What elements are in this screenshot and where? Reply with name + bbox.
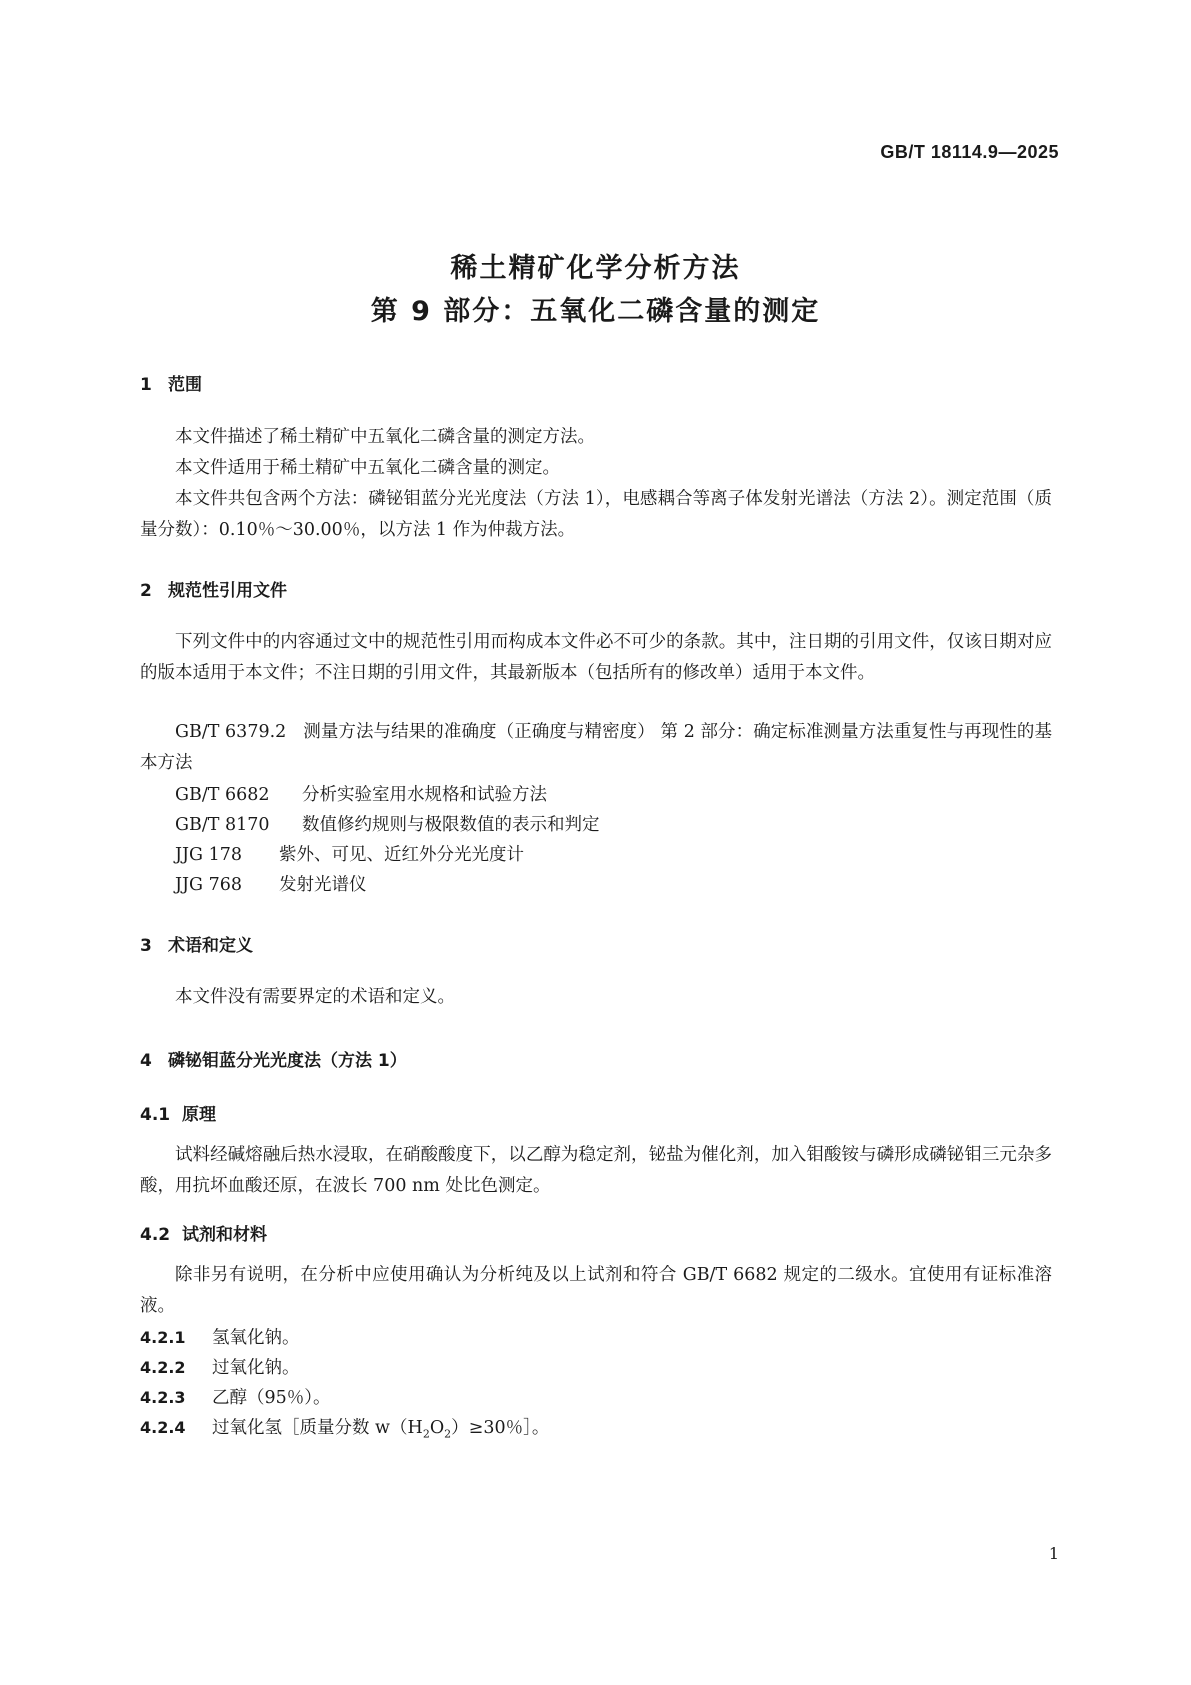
subsection-title: 试剂和材料 (182, 1225, 267, 1245)
reference-title: 测量方法与结果的准确度（正确度与精密度） 第 2 部分：确定标准测量方法重复性与再现性的基本方法 (140, 722, 1052, 773)
reference-item (175, 811, 600, 836)
clause-text: 过氧化氢［质量分数 $w(H_2O_2)\ge 30$％］。 (212, 1418, 550, 1441)
section-title: 磷铋钼蓝分光光度法（方法 1） (168, 1051, 407, 1071)
standard-code: GB/T 18114.9—2025 (880, 142, 1059, 162)
subsection-4-1-body (140, 1140, 1052, 1202)
section-4-heading (140, 1046, 407, 1071)
section-title: 规范性引用文件 (168, 581, 287, 601)
reference-code: GB/T 6379.2 (175, 722, 287, 742)
section-1-body (140, 422, 1052, 546)
subsection-number: 4.2 (140, 1225, 171, 1245)
clause-number: 4.2.1 (140, 1328, 186, 1347)
clause-text: 乙醇（95％）。 (212, 1388, 331, 1408)
reference-title: 紫外、可见、近红外分光光度计 (279, 845, 524, 865)
paragraph: 除非另有说明，在分析中应使用确认为分析纯及以上试剂和符合 GB/T 6682 规定的二级水。宜使用有证标准溶液。 (140, 1265, 1052, 1316)
clause-item (140, 1384, 331, 1409)
section-3-heading (140, 931, 253, 956)
reference-title: 发射光谱仪 (279, 875, 367, 895)
reference-item (175, 781, 547, 806)
section-number: 4 (140, 1051, 152, 1071)
section-2-heading (140, 576, 287, 601)
reference-code: JJG 768 (175, 875, 242, 895)
paragraph: 本文件没有需要界定的术语和定义。 (175, 987, 455, 1007)
subsection-number: 4.1 (140, 1105, 171, 1125)
section-title: 范围 (168, 375, 202, 395)
paragraph: 本文件适用于稀土精矿中五氧化二磷含量的测定。 (175, 458, 560, 478)
subsection-title: 原理 (182, 1105, 216, 1125)
clause-number: 4.2.4 (140, 1418, 186, 1437)
clause-text: 氢氧化钠。 (212, 1328, 300, 1348)
subsection-4-2-heading (140, 1220, 267, 1245)
paragraph: 本文件共包含两个方法：磷铋钼蓝分光光度法（方法 1），电感耦合等离子体发射光谱法（方法 2）。测定范围（质量分数）：0.10％～30.00％，以方法 1 作为仲裁方法。 (140, 489, 1052, 540)
section-title: 术语和定义 (168, 936, 253, 956)
page-number: 1 (1048, 1544, 1059, 1563)
paragraph: 下列文件中的内容通过文中的规范性引用而构成本文件必不可少的条款。其中，注日期的引用文件，仅该日期对应的版本适用于本文件；不注日期的引用文件，其最新版本（包括所有的修改单）适用于本文件。 (140, 632, 1052, 683)
reference-title: 数值修约规则与极限数值的表示和判定 (302, 815, 600, 835)
section-number: 2 (140, 581, 152, 601)
section-number: 3 (140, 936, 152, 956)
clause-number: 4.2.2 (140, 1358, 186, 1377)
reference-code: JJG 178 (175, 845, 242, 865)
paragraph: 试料经碱熔融后热水浸取，在硝酸酸度下，以乙醇为稳定剂，铋盐为催化剂，加入钼酸铵与磷形成磷铋钼三元杂多酸，用抗坏血酸还原，在波长 700 nm 处比色测定。 (140, 1145, 1052, 1196)
clause-item (140, 1414, 549, 1441)
clause-item (140, 1354, 300, 1379)
subsection-4-2-body (140, 1260, 1052, 1322)
reference-item (140, 717, 1052, 779)
section-2-body (140, 627, 1052, 689)
reference-item (175, 841, 524, 866)
reference-item (175, 871, 367, 896)
section-1-heading (140, 370, 202, 395)
section-3-body (140, 982, 1052, 1013)
reference-code: GB/T 6682 (175, 785, 270, 805)
reference-title: 分析实验室用水规格和试验方法 (302, 785, 547, 805)
document-title-line-1: 稀土精矿化学分析方法 (450, 253, 741, 284)
clause-number: 4.2.3 (140, 1388, 186, 1407)
subsection-4-1-heading (140, 1100, 216, 1125)
clause-text: 过氧化钠。 (212, 1358, 300, 1378)
paragraph: 本文件描述了稀土精矿中五氧化二磷含量的测定方法。 (175, 427, 595, 447)
clause-item (140, 1324, 300, 1349)
reference-code: GB/T 8170 (175, 815, 270, 835)
document-title-line-2: 第 9 部分：五氧化二磷含量的测定 (370, 296, 821, 327)
section-number: 1 (140, 375, 152, 395)
